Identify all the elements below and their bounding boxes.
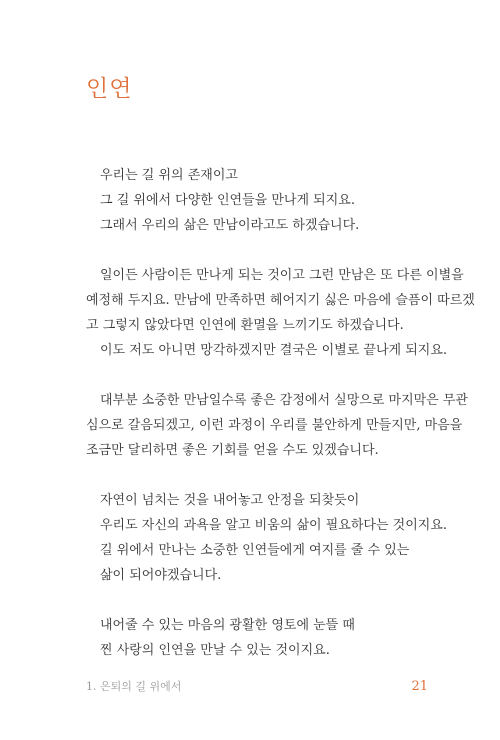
- paragraph-3: [86, 388, 468, 463]
- text-line: 삶이 되어야겠습니다.: [100, 568, 222, 583]
- text-line: 심으로 갈음되겠고, 이런 과정이 우리를 불안하게 만들지만, 마음을: [86, 418, 463, 433]
- text-line: 일이든 사람이든 만나게 되는 것이고 그런 만남은 또 다른 이별을: [100, 268, 464, 283]
- text-line: 이도 저도 아니면 망각하겠지만 결국은 이별로 끝나게 되지요.: [100, 343, 448, 358]
- text-line: 우리도 자신의 과욕을 알고 비움의 삶이 필요하다는 것이지요.: [100, 518, 448, 533]
- text-line: 찐 사랑의 인연을 만날 수 있는 것이지요.: [100, 643, 330, 658]
- body-text: [86, 163, 475, 688]
- text-line: 길 위에서 만나는 소중한 인연들에게 여지를 줄 수 있는: [100, 543, 410, 558]
- paragraph-2: [86, 263, 475, 363]
- text-line: 그래서 우리의 삶은 만남이라고도 하겠습니다.: [100, 218, 360, 233]
- text-line: 그 길 위에서 다양한 인연들을 만나게 되지요.: [100, 193, 355, 208]
- text-line: 우리는 길 위의 존재이고: [100, 168, 238, 183]
- text-line: 내어줄 수 있는 마음의 광활한 영토에 눈뜰 때: [100, 618, 355, 633]
- text-line: 조금만 달리하면 좋은 기회를 얻을 수도 있겠습니다.: [86, 443, 379, 458]
- text-line: 고 그렇지 않았다면 인연에 환멸을 느끼기도 하겠습니다.: [86, 318, 404, 333]
- text-line: 자연이 넘치는 것을 내어놓고 안정을 되찾듯이: [100, 493, 360, 508]
- text-line: 대부분 소중한 만남일수록 좋은 감정에서 실망으로 마지막은 무관: [100, 393, 468, 408]
- page-footer: [86, 678, 428, 694]
- paragraph-1: [86, 163, 426, 238]
- paragraph-4: [86, 488, 448, 588]
- paragraph-5: [86, 613, 426, 663]
- page-title: 인연: [86, 76, 133, 102]
- page-number: 21: [411, 679, 428, 694]
- section-running-head: 1. 은퇴의 길 위에서: [86, 680, 182, 693]
- text-line: 예정해 두지요. 만남에 만족하면 헤어지기 싫은 마음에 슬픔이 따르겠: [86, 293, 475, 308]
